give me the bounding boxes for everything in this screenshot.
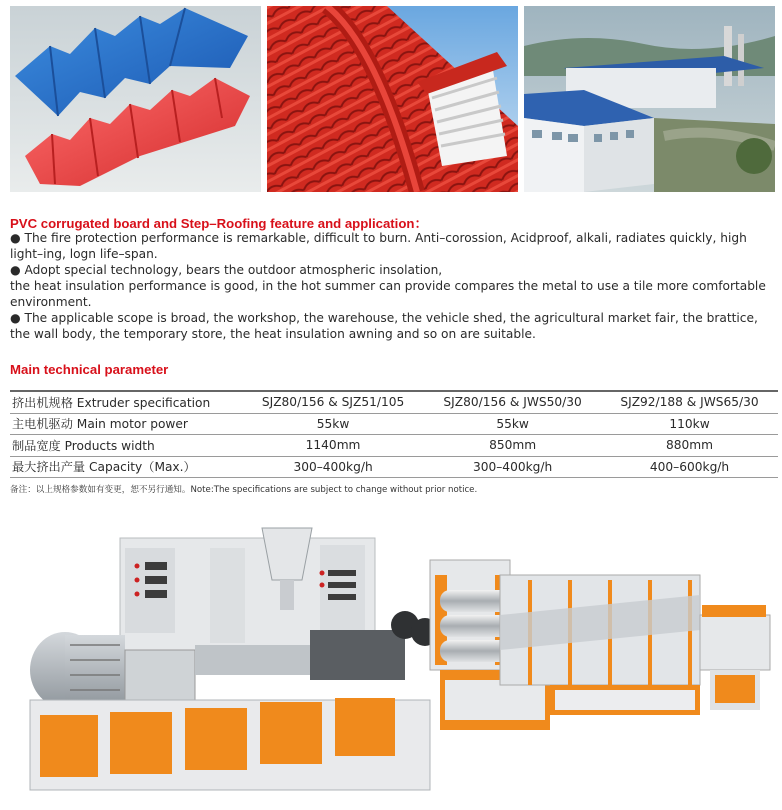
features-text [10,230,774,342]
table-row [10,413,778,435]
table-cell: 110kw [601,413,778,435]
table-cell: 55kw [424,413,601,435]
table-cell: 1140mm [242,435,424,457]
row-label: 挤出机规格 Extruder specification [10,391,242,413]
table-cell: 880mm [601,435,778,457]
row-label: 最大挤出产量 Capacity（Max.） [10,456,242,478]
feature-heat-insulation: the heat insulation performance is good, in the hot summer can provide compares the metal to use a tile more comfortable environment. [10,279,766,309]
table-cell: SJZ80/156 & JWS50/30 [424,391,601,413]
table-cell: SJZ80/156 & SJZ51/105 [242,391,424,413]
features-title: PVC corrugated board and Step–Roofing feature and application： [10,216,428,231]
parameters-title: Main technical parameter [10,362,169,377]
table-cell: 850mm [424,435,601,457]
table-cell: 55kw [242,413,424,435]
extrusion-line-photo [10,520,778,805]
feature-bullet-scope: ● The applicable scope is broad, the workshop, the warehouse, the vehicle shed, the agricultural market fair, the brattice, the wall body, the temporary store, the heat insulation awning and so on are suitable. [10,311,758,341]
red-tile-roof-photo [267,6,518,192]
parameter-table [10,390,778,478]
table-row [10,456,778,478]
feature-bullet-insolation: ● Adopt special technology, bears the outdoor atmospheric insolation, [10,263,443,277]
table-cell: 400–600kg/h [601,456,778,478]
table-row [10,435,778,457]
table-cell: 300–400kg/h [242,456,424,478]
row-label: 主电机驱动 Main motor power [10,413,242,435]
table-row [10,391,778,413]
feature-bullet-fire: ● The fire protection performance is remarkable, difficult to burn. Anti–corossion, Acidproof, alkali, radiates quickly, high light–ing, logn life–span. [10,231,747,261]
row-label: 制品宽度 Products width [10,435,242,457]
corrugated-sheets-photo [10,6,261,192]
factory-buildings-photo [524,6,775,192]
spec-note: 备注：以上规格参数如有变更，恕不另行通知。Note:The specifications are subject to change without prior notice. [10,485,478,495]
table-cell: SJZ92/188 & JWS65/30 [601,391,778,413]
table-cell: 300–400kg/h [424,456,601,478]
